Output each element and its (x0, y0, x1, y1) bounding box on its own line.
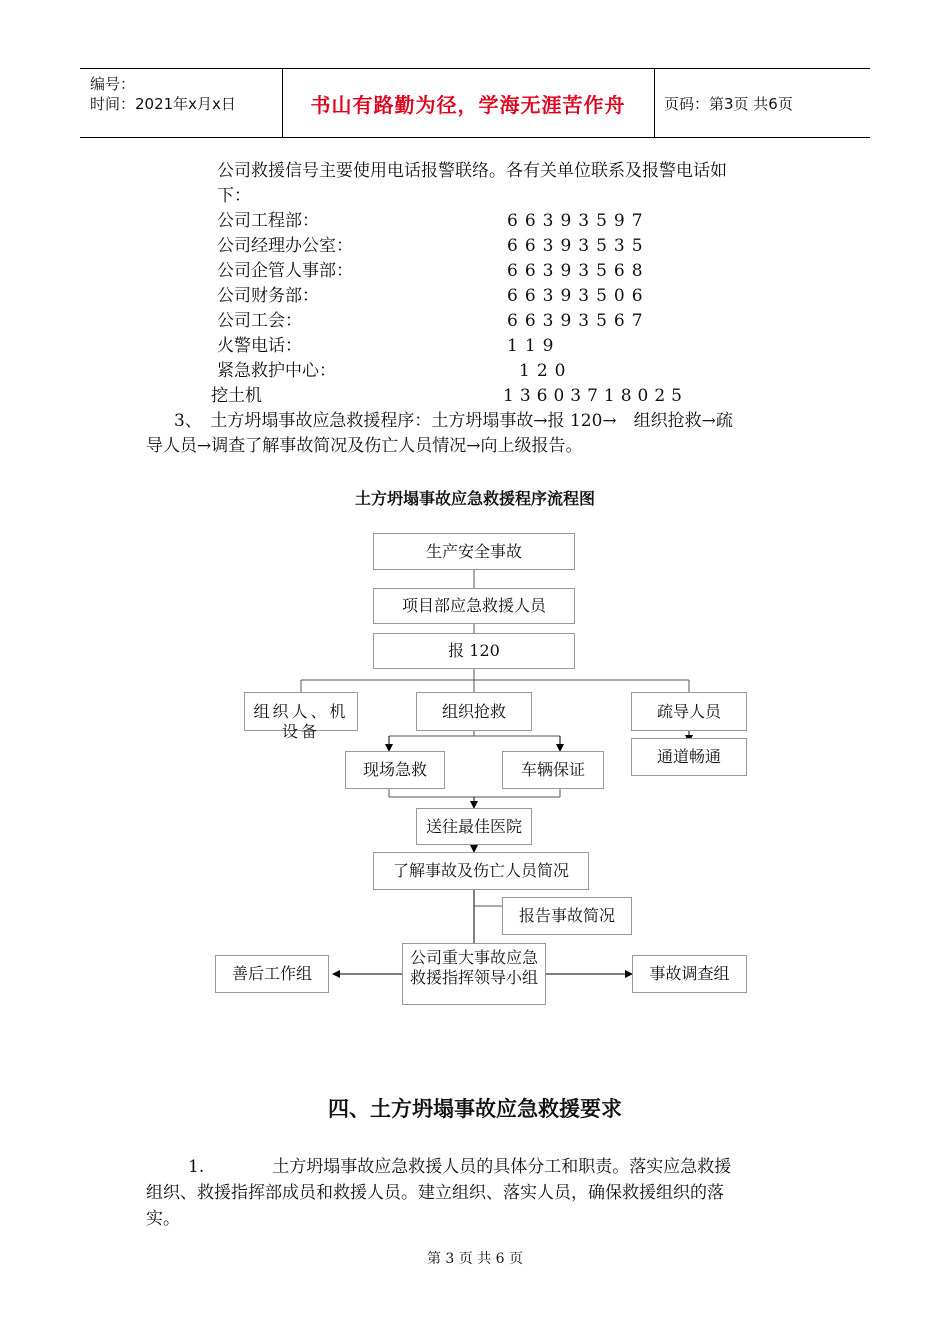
header-number-label: 编号： (90, 75, 136, 93)
flow-node-leadership (402, 943, 546, 1005)
flowchart-title: 土方坍塌事故应急救援程序流程图 (354, 489, 595, 508)
contact-phone: 66393597 (507, 211, 650, 231)
contact-name: 挖土机 (211, 386, 262, 406)
flow-node-label: 报告事故简况 (518, 906, 615, 925)
flow-node-label: 事故调查组 (649, 964, 730, 983)
step3-line-2: 导人员→调查了解事故简况及伤亡人员情况→向上级报告。 (146, 436, 583, 456)
flow-node-label: 组织人、机设备 (253, 702, 349, 741)
flow-node-hospital (416, 808, 532, 845)
contact-phone: 66393567 (507, 311, 650, 331)
flow-node-label: 了解事故及伤亡人员简况 (392, 861, 569, 880)
contact-name: 公司经理办公室： (217, 236, 353, 256)
flow-node-understand (373, 852, 589, 890)
page-footer: 第 3 页 共 6 页 (426, 1251, 524, 1267)
contact-phone: 120 (519, 361, 573, 381)
contact-name: 公司工会： (217, 311, 302, 331)
flow-node-report (502, 897, 632, 935)
flow-node-aftermath (215, 955, 329, 993)
flow-node-label: 送往最佳医院 (425, 816, 522, 836)
flow-node-passage (631, 738, 747, 776)
contact-name: 公司工程部： (217, 211, 319, 231)
flow-node-label: 生产安全事故 (425, 541, 522, 561)
flow-node-investigation (632, 955, 747, 993)
flow-node-call-120 (373, 633, 575, 669)
flow-node-vehicle (502, 751, 604, 789)
flow-node-label: 通道畅通 (656, 747, 721, 766)
contact-phone: 66393506 (507, 286, 650, 306)
contact-phone: 119 (507, 336, 561, 356)
flow-node-label: 疏导人员 (656, 701, 721, 721)
flow-node-guide-people (631, 692, 747, 731)
contact-phone: 66393568 (507, 261, 650, 281)
flow-node-label: 组织抢救 (441, 701, 506, 721)
flow-node-label: 善后工作组 (231, 964, 312, 983)
flow-node-onsite-aid (345, 751, 445, 789)
contact-name: 公司财务部： (217, 286, 319, 306)
header-time-label: 时间：2021年x月x日 (90, 95, 236, 113)
header-page-code: 页码：第3页 共6页 (664, 94, 793, 113)
section-4-title: 四、土方坍塌事故应急救援要求 (328, 1097, 622, 1121)
contact-phone: 13603718025 (503, 386, 688, 406)
flow-node-label: 报 120 (448, 641, 500, 660)
contact-name: 火警电话： (217, 336, 302, 356)
intro-line-2: 下： (217, 186, 251, 206)
flow-node-organize-people (244, 692, 358, 741)
flow-node-label: 现场急救 (362, 760, 427, 779)
flow-node-accident (373, 533, 575, 570)
section-4-para-line-2: 组织、救援指挥部成员和救援人员。建立组织、落实人员，确保救援组织的落 (146, 1183, 724, 1203)
contact-name: 公司企管人事部： (217, 261, 353, 281)
section-4-para-line-1: 1. 土方坍塌事故应急救援人员的具体分工和职责。落实应急救援 (188, 1157, 732, 1177)
contact-name: 紧急救护中心： (217, 361, 336, 381)
contact-phone: 66393535 (507, 236, 650, 256)
intro-line-1: 公司救援信号主要使用电话报警联络。各有关单位联系及报警电话如 (217, 161, 727, 181)
flow-node-label: 项目部应急救援人员 (401, 596, 546, 615)
flow-node-project-staff (373, 588, 575, 624)
section-4-para-line-3: 实。 (146, 1209, 180, 1229)
flow-node-label: 公司重大事故应急救援指挥领导小组 (409, 948, 538, 987)
step3-line-1: 3、 土方坍塌事故应急救援程序：土方坍塌事故→报 120→ 组织抢救→疏 (174, 411, 733, 431)
flow-node-organize-rescue (416, 692, 532, 731)
flow-node-label: 车辆保证 (520, 760, 585, 779)
header-motto: 书山有路勤为径，学海无涯苦作舟 (310, 92, 626, 117)
